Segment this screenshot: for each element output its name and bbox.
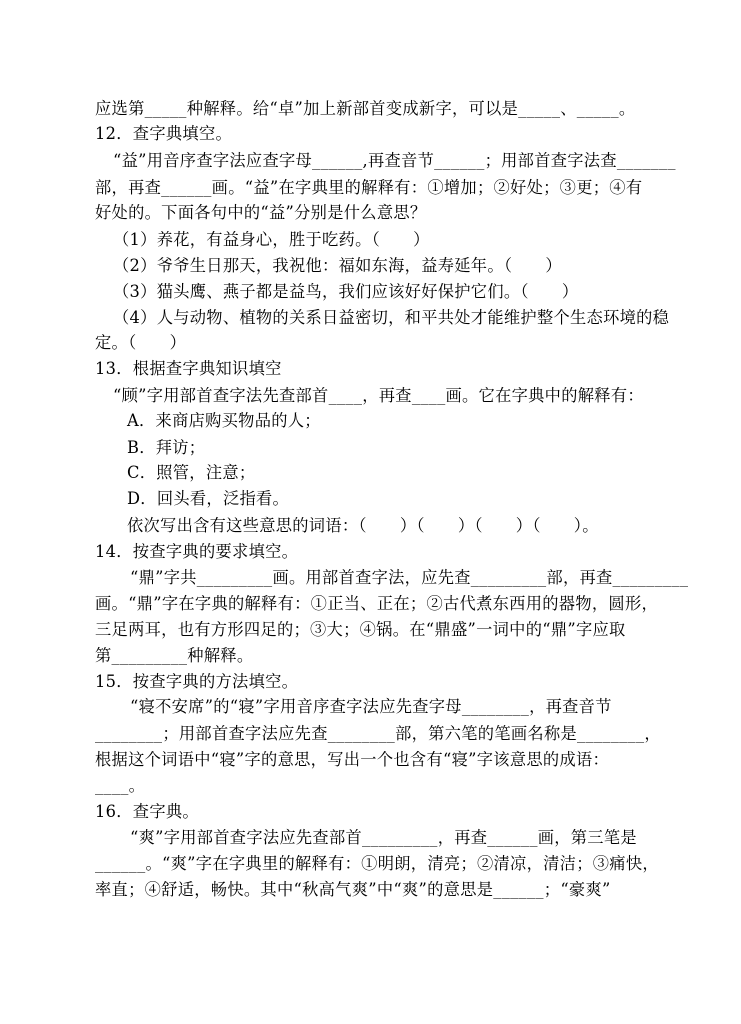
text-line: ______。“爽”字在字典里的解释有：①明朗，清亮；②清凉，清洁；③痛快， — [95, 854, 659, 873]
question-13-heading: 13．根据查字典知识填空 — [95, 359, 282, 378]
text-line: “益”用音序查字法应查字母______,再查音节______；用部首查字法查_______ — [113, 151, 676, 170]
sub-question: （2）爷爷生日那天，我祝他：福如东海，益寿延年。（ ） — [113, 256, 562, 275]
text-line: “顾”字用部首查字法先查部首____，再查____画。它在字典中的解释有： — [113, 386, 644, 405]
text-line: 应选第_____种解释。给“卓”加上新部首变成新字，可以是_____、_____。 — [95, 99, 636, 118]
text-line: 依次写出含有这些意思的词语：（ ）（ ）（ ）（ ）。 — [127, 516, 599, 535]
text-line: ____。 — [95, 776, 146, 795]
option-c: C．照管，注意； — [127, 463, 256, 482]
text-line: “鼎”字共_________画。用部首查字法，应先查_________部，再查_________ — [130, 568, 689, 587]
option-a: A．来商店购买物品的人； — [127, 411, 321, 430]
text-line: 好处的。下面各句中的“益”分别是什么意思？ — [95, 203, 427, 222]
text-line: 根据这个词语中“寝”字的意思，写出一个也含有“寝”字该意思的成语： — [95, 750, 610, 769]
text-line: “寝不安席”的“寝”字用音序查字法应先查字母________，再查音节 — [130, 697, 612, 716]
text-line: 第_________种解释。 — [95, 646, 254, 665]
text-line: “爽”字用部首查字法应先查部首_________，再查______画，第三笔是 — [130, 828, 637, 847]
text-line: 定。（ ） — [95, 333, 187, 352]
question-12-heading: 12．查字典填空。 — [95, 124, 233, 143]
sub-question: （3）猫头鹰、燕子都是益鸟，我们应该好好保护它们。（ ） — [113, 282, 579, 301]
option-d: D．回头看，泛指看。 — [127, 489, 290, 508]
sub-question: （1）养花，有益身心，胜于吃药。（ ） — [113, 230, 430, 249]
question-16-heading: 16．查字典。 — [95, 802, 199, 821]
text-line: 三足两耳，也有方形四足的；③大；④锅。在“鼎盛”一词中的“鼎”字应取 — [95, 620, 626, 639]
text-line: 部，再查______画。“益”在字典里的解释有：①增加；②好处；③更；④有 — [95, 178, 643, 197]
text-line: 率直；④舒适，畅快。其中“秋高气爽”中“爽”的意思是______；“豪爽” — [95, 880, 611, 899]
text-line: ________；用部首查字法应先查________部，第六笔的笔画名称是________， — [95, 724, 661, 743]
text-line: 画。“鼎”字在字典的解释有：①正当、正在；②古代煮东西用的器物，圆形， — [95, 594, 659, 613]
question-15-heading: 15．按查字典的方法填空。 — [95, 672, 299, 691]
option-b: B．拜访； — [127, 438, 206, 457]
question-14-heading: 14．按查字典的要求填空。 — [95, 542, 299, 561]
sub-question: （4）人与动物、植物的关系日益密切，和平共处才能维护整个生态环境的稳 — [113, 308, 670, 327]
